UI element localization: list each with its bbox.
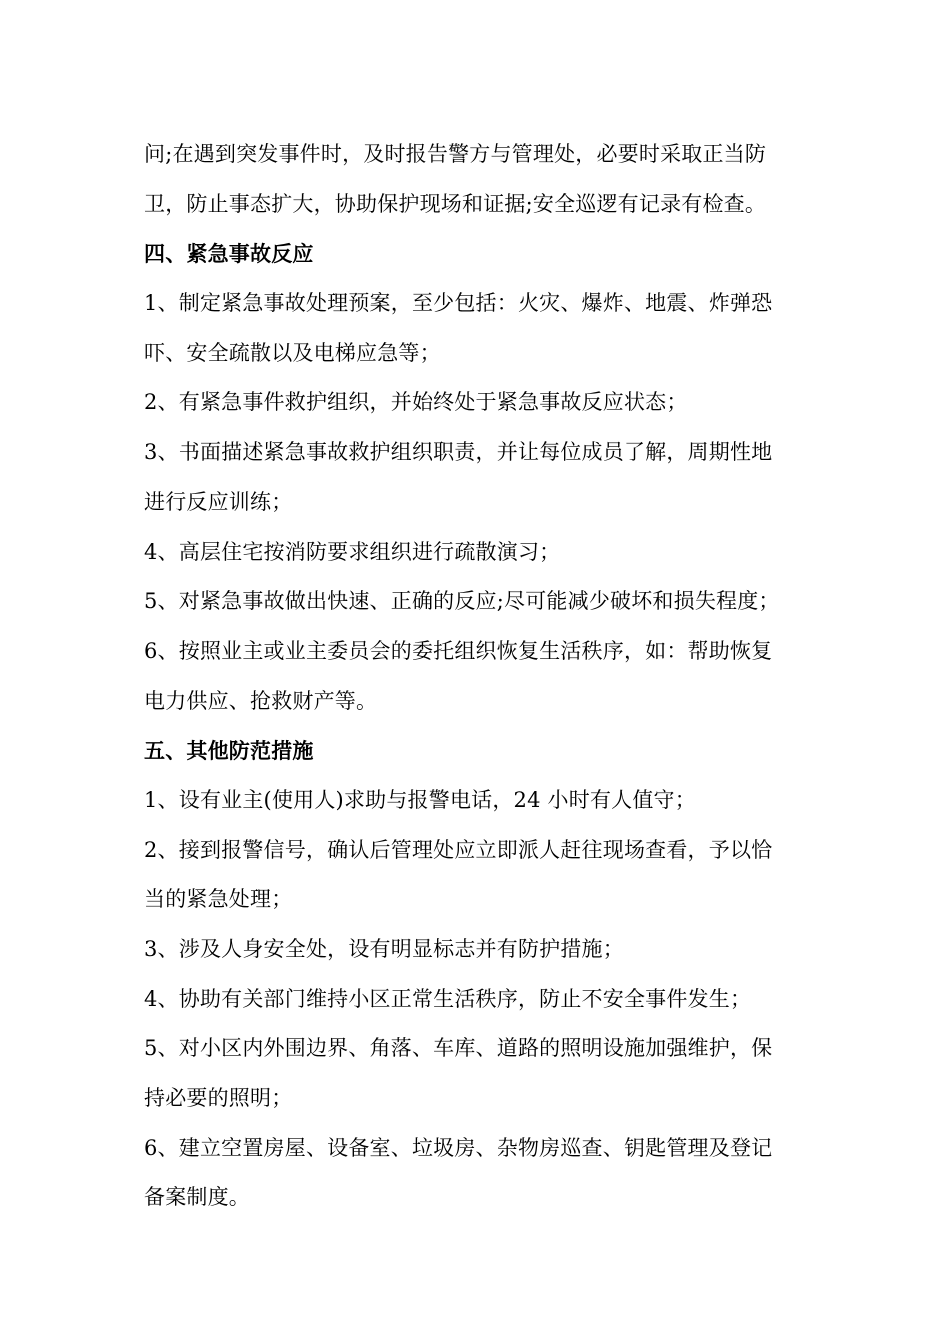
list-item-line: 6、建立空置房屋、设备室、垃圾房、杂物房巡查、钥匙管理及登记: [144, 1135, 773, 1160]
list-item-line: 持必要的照明；: [144, 1086, 293, 1111]
section-heading: 四、紧急事故反应: [144, 241, 314, 267]
list-item-line: 1、设有业主(使用人)求助与报警电话，24 小时有人值守；: [144, 787, 696, 812]
list-item-line: 2、接到报警信号，确认后管理处应立即派人赶往现场查看，予以恰: [144, 837, 773, 862]
list-item-line: 1、制定紧急事故处理预案，至少包括：火灾、爆炸、地震、炸弹恐: [144, 291, 773, 316]
list-item-line: 3、书面描述紧急事故救护组织职责，并让每位成员了解，周期性地: [144, 440, 773, 465]
body-line: 卫，防止事态扩大，协助保护现场和证据;安全巡逻有记录有检查。: [144, 191, 767, 216]
list-item-line: 2、有紧急事件救护组织，并始终处于紧急事故反应状态；: [144, 390, 688, 415]
list-item-line: 4、高层住宅按消防要求组织进行疏散演习；: [144, 539, 561, 564]
list-item-line: 3、涉及人身安全处，设有明显标志并有防护措施；: [144, 937, 624, 961]
list-item-line: 电力供应、抢救财产等。: [144, 688, 378, 713]
list-item-line: 当的紧急处理；: [144, 887, 293, 912]
body-line: 问;在遇到突发事件时，及时报告警方与管理处，必要时采取正当防: [144, 142, 767, 166]
list-item-line: 吓、安全疏散以及电梯应急等；: [144, 340, 441, 365]
list-item-line: 进行反应训练；: [144, 489, 293, 514]
document-body: [144, 130, 806, 1223]
list-item-line: 4、协助有关部门维持小区正常生活秩序，防止不安全事件发生；: [144, 986, 752, 1011]
section-heading: 五、其他防范措施: [144, 738, 314, 764]
list-item-line: 6、按照业主或业主委员会的委托组织恢复生活秩序，如：帮助恢复: [144, 638, 773, 663]
list-item-line: 备案制度。: [144, 1185, 250, 1210]
list-item-line: 5、对小区内外围边界、角落、车库、道路的照明设施加强维护，保: [144, 1036, 773, 1061]
list-item-line: 5、对紧急事故做出快速、正确的反应;尽可能减少破坏和损失程度；: [144, 589, 780, 614]
